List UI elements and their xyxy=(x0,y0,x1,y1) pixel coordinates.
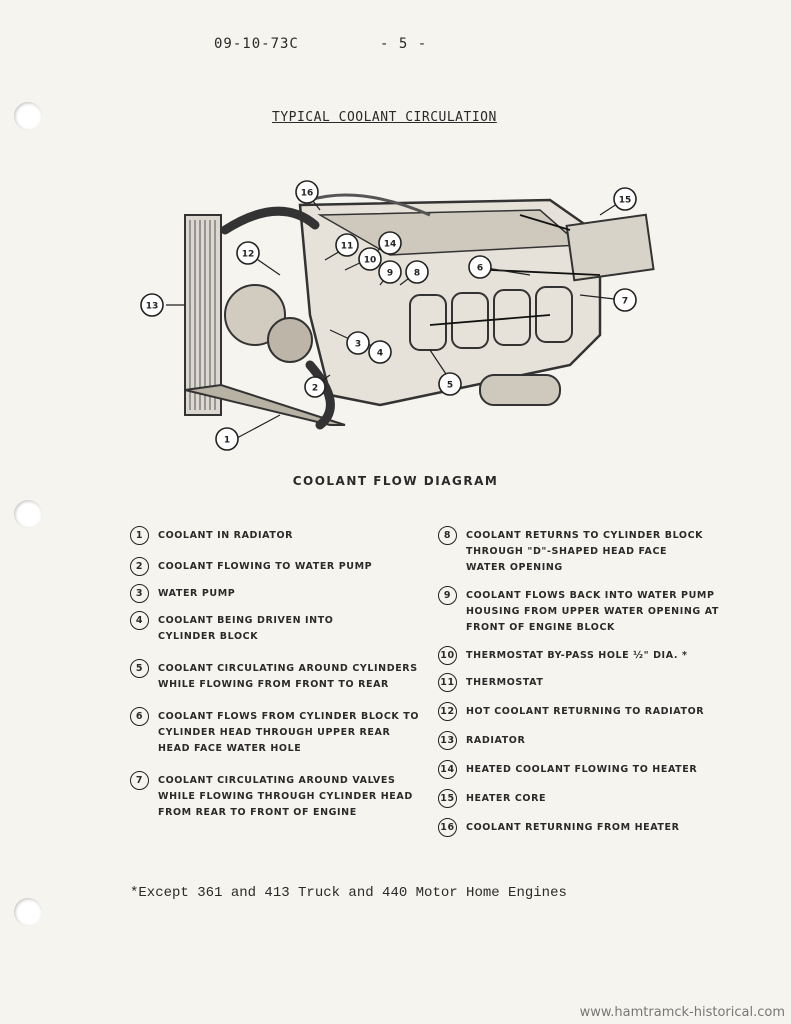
callout-15 xyxy=(614,188,636,210)
legend-number: 4 xyxy=(130,611,149,630)
legend-number: 5 xyxy=(130,659,149,678)
legend-text: HOT COOLANT RETURNING TO RADIATOR xyxy=(466,706,705,717)
legend-item xyxy=(130,559,420,576)
legend-text: COOLANT FLOWS BACK INTO WATER PUMP HOUSING FROM UPPER WATER OPENING AT FRONT OF ENGINE BLOCK xyxy=(466,590,719,633)
legend-left xyxy=(130,528,420,831)
legend-item xyxy=(130,661,420,693)
page-number: - 5 - xyxy=(380,36,428,52)
legend-number: 16 xyxy=(438,818,457,837)
callout-number: 1 xyxy=(223,435,231,446)
callout-number: 11 xyxy=(340,241,354,252)
legend-number: 3 xyxy=(130,584,149,603)
legend-number: 2 xyxy=(130,557,149,576)
callout-12 xyxy=(237,242,259,264)
legend-item xyxy=(130,613,420,645)
legend-number: 8 xyxy=(438,526,457,545)
legend-item xyxy=(438,648,738,665)
footnote: *Except 361 and 413 Truck and 440 Motor Home Engines xyxy=(130,885,567,901)
callout-number: 13 xyxy=(145,301,159,312)
punch-hole xyxy=(14,102,42,130)
diagram-title: COOLANT FLOW DIAGRAM xyxy=(292,474,499,488)
legend-item xyxy=(130,709,420,757)
legend-text: COOLANT RETURNING FROM HEATER xyxy=(466,822,680,833)
callout-8 xyxy=(406,261,428,283)
legend-text: COOLANT RETURNS TO CYLINDER BLOCK THROUGH "D"-SHAPED HEAD FACE WATER OPENING xyxy=(466,530,704,573)
legend-number: 15 xyxy=(438,789,457,808)
legend-number: 9 xyxy=(438,586,457,605)
callout-number: 9 xyxy=(386,268,394,279)
legend-item xyxy=(130,773,420,821)
legend-item xyxy=(438,588,738,636)
callout-7 xyxy=(614,289,636,311)
legend-number: 13 xyxy=(438,731,457,750)
legend-text: THERMOSTAT xyxy=(466,677,544,688)
legend-item xyxy=(438,733,738,750)
callout-number: 14 xyxy=(383,239,397,250)
legend-text: COOLANT IN RADIATOR xyxy=(158,530,294,541)
callout-11 xyxy=(336,234,358,256)
callout-number: 5 xyxy=(446,380,454,391)
callout-number: 12 xyxy=(241,249,255,260)
engine-diagram xyxy=(130,175,670,465)
callout-6 xyxy=(469,256,491,278)
callout-4 xyxy=(369,341,391,363)
legend-number: 12 xyxy=(438,702,457,721)
callout-number: 16 xyxy=(300,188,314,199)
legend-item xyxy=(438,528,738,576)
website-watermark: www.hamtramck-historical.com xyxy=(579,1005,785,1020)
callout-number: 10 xyxy=(363,255,377,266)
legend-item xyxy=(438,762,738,779)
callout-16 xyxy=(296,181,318,203)
legend-text: HEATED COOLANT FLOWING TO HEATER xyxy=(466,764,698,775)
punch-hole xyxy=(14,898,42,926)
legend-text: COOLANT BEING DRIVEN INTO CYLINDER BLOCK xyxy=(158,615,334,642)
legend-number: 10 xyxy=(438,646,457,665)
callout-14 xyxy=(379,232,401,254)
punch-hole xyxy=(14,500,42,528)
legend-item xyxy=(438,675,738,692)
doc-code: 09-10-73C xyxy=(214,36,299,52)
legend-item xyxy=(438,791,738,808)
callout-number: 4 xyxy=(376,348,384,359)
legend-number: 6 xyxy=(130,707,149,726)
legend-number: 14 xyxy=(438,760,457,779)
callout-number: 7 xyxy=(621,296,629,307)
legend-item xyxy=(438,704,738,721)
legend-text: WATER PUMP xyxy=(158,588,236,599)
legend-text: COOLANT FLOWS FROM CYLINDER BLOCK TO CYLINDER HEAD THROUGH UPPER REAR HEAD FACE WATER HOLE xyxy=(158,711,420,754)
legend-right xyxy=(438,528,738,849)
callout-number: 15 xyxy=(618,195,632,206)
callout-2 xyxy=(305,377,325,397)
callout-number: 2 xyxy=(311,383,319,394)
callout-1 xyxy=(216,428,238,450)
page-title: TYPICAL COOLANT CIRCULATION xyxy=(272,110,497,125)
callout-10 xyxy=(359,248,381,270)
callout-number: 6 xyxy=(476,263,484,274)
legend-item xyxy=(130,528,420,545)
legend-text: RADIATOR xyxy=(466,735,526,746)
legend-item xyxy=(438,820,738,837)
callout-3 xyxy=(347,332,369,354)
callout-9 xyxy=(379,261,401,283)
legend-number: 7 xyxy=(130,771,149,790)
legend-number: 1 xyxy=(130,526,149,545)
legend-number: 11 xyxy=(438,673,457,692)
legend-item xyxy=(130,586,420,603)
callout-number: 3 xyxy=(354,339,362,350)
legend-text: COOLANT FLOWING TO WATER PUMP xyxy=(158,561,373,572)
callout-number: 8 xyxy=(413,268,421,279)
callout-13 xyxy=(141,294,163,316)
legend-text: HEATER CORE xyxy=(466,793,547,804)
legend-text: COOLANT CIRCULATING AROUND VALVES WHILE FLOWING THROUGH CYLINDER HEAD FROM REAR TO FRONT OF ENGINE xyxy=(158,775,413,818)
engine-illustration xyxy=(225,195,654,425)
legend-text: THERMOSTAT BY-PASS HOLE ½" DIA. * xyxy=(466,650,688,661)
legend-text: COOLANT CIRCULATING AROUND CYLINDERS WHILE FLOWING FROM FRONT TO REAR xyxy=(158,663,418,690)
callout-5 xyxy=(439,373,461,395)
